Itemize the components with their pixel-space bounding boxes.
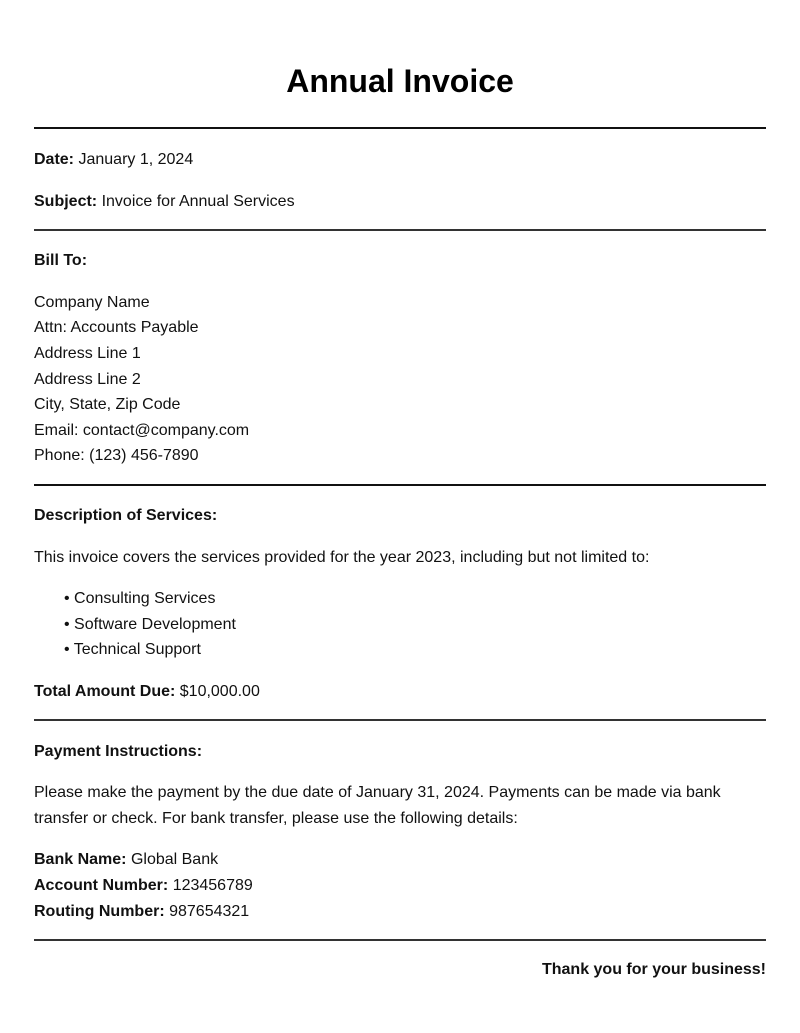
account-number-label: Account Number: (34, 877, 169, 894)
bank-name-line (34, 850, 218, 870)
total-line (34, 682, 260, 702)
bank-name-label: Bank Name: (34, 851, 127, 868)
thank-you-note: Thank you for your business! (541, 961, 766, 978)
total-value: $10,000.00 (179, 683, 260, 700)
bank-name-value: Global Bank (130, 851, 219, 868)
list-item: • Consulting Services (64, 590, 216, 607)
subject-line (34, 192, 295, 212)
divider (34, 229, 766, 231)
page-title: Annual Invoice (286, 63, 514, 99)
divider (34, 719, 766, 721)
routing-number-line (34, 902, 249, 922)
account-number-value: 123456789 (172, 877, 253, 894)
routing-number-value: 987654321 (169, 903, 250, 920)
divider (34, 939, 766, 941)
bill-to-line: City, State, Zip Code (34, 396, 181, 413)
bill-to-line: Attn: Accounts Payable (34, 319, 199, 336)
account-number-line (34, 876, 253, 896)
routing-number-label: Routing Number: (34, 903, 165, 920)
divider (34, 127, 766, 129)
bill-to-line: Phone: (123) 456-7890 (34, 447, 199, 464)
bill-to-heading: Bill To: (34, 252, 88, 269)
list-item: • Technical Support (64, 641, 201, 658)
services-heading: Description of Services: (34, 507, 218, 524)
bill-to-line: Email: contact@company.com (34, 422, 250, 439)
payment-text: transfer or check. For bank transfer, please use the following details: (34, 810, 518, 827)
payment-text: Please make the payment by the due date of January 31, 2024. Payments can be made via bank (34, 784, 721, 801)
date-line (34, 150, 193, 170)
divider (34, 484, 766, 486)
date-label: Date: (34, 151, 75, 168)
subject-value: Invoice for Annual Services (101, 193, 295, 210)
date-value: January 1, 2024 (78, 151, 194, 168)
subject-label: Subject: (34, 193, 98, 210)
payment-heading: Payment Instructions: (34, 743, 203, 760)
bill-to-line: Company Name (34, 294, 150, 311)
list-item: • Software Development (64, 616, 236, 633)
bill-to-line: Address Line 1 (34, 345, 141, 362)
total-label: Total Amount Due: (34, 683, 176, 700)
bill-to-line: Address Line 2 (34, 371, 141, 388)
services-intro: This invoice covers the services provided for the year 2023, including but not limited to: (34, 549, 650, 566)
